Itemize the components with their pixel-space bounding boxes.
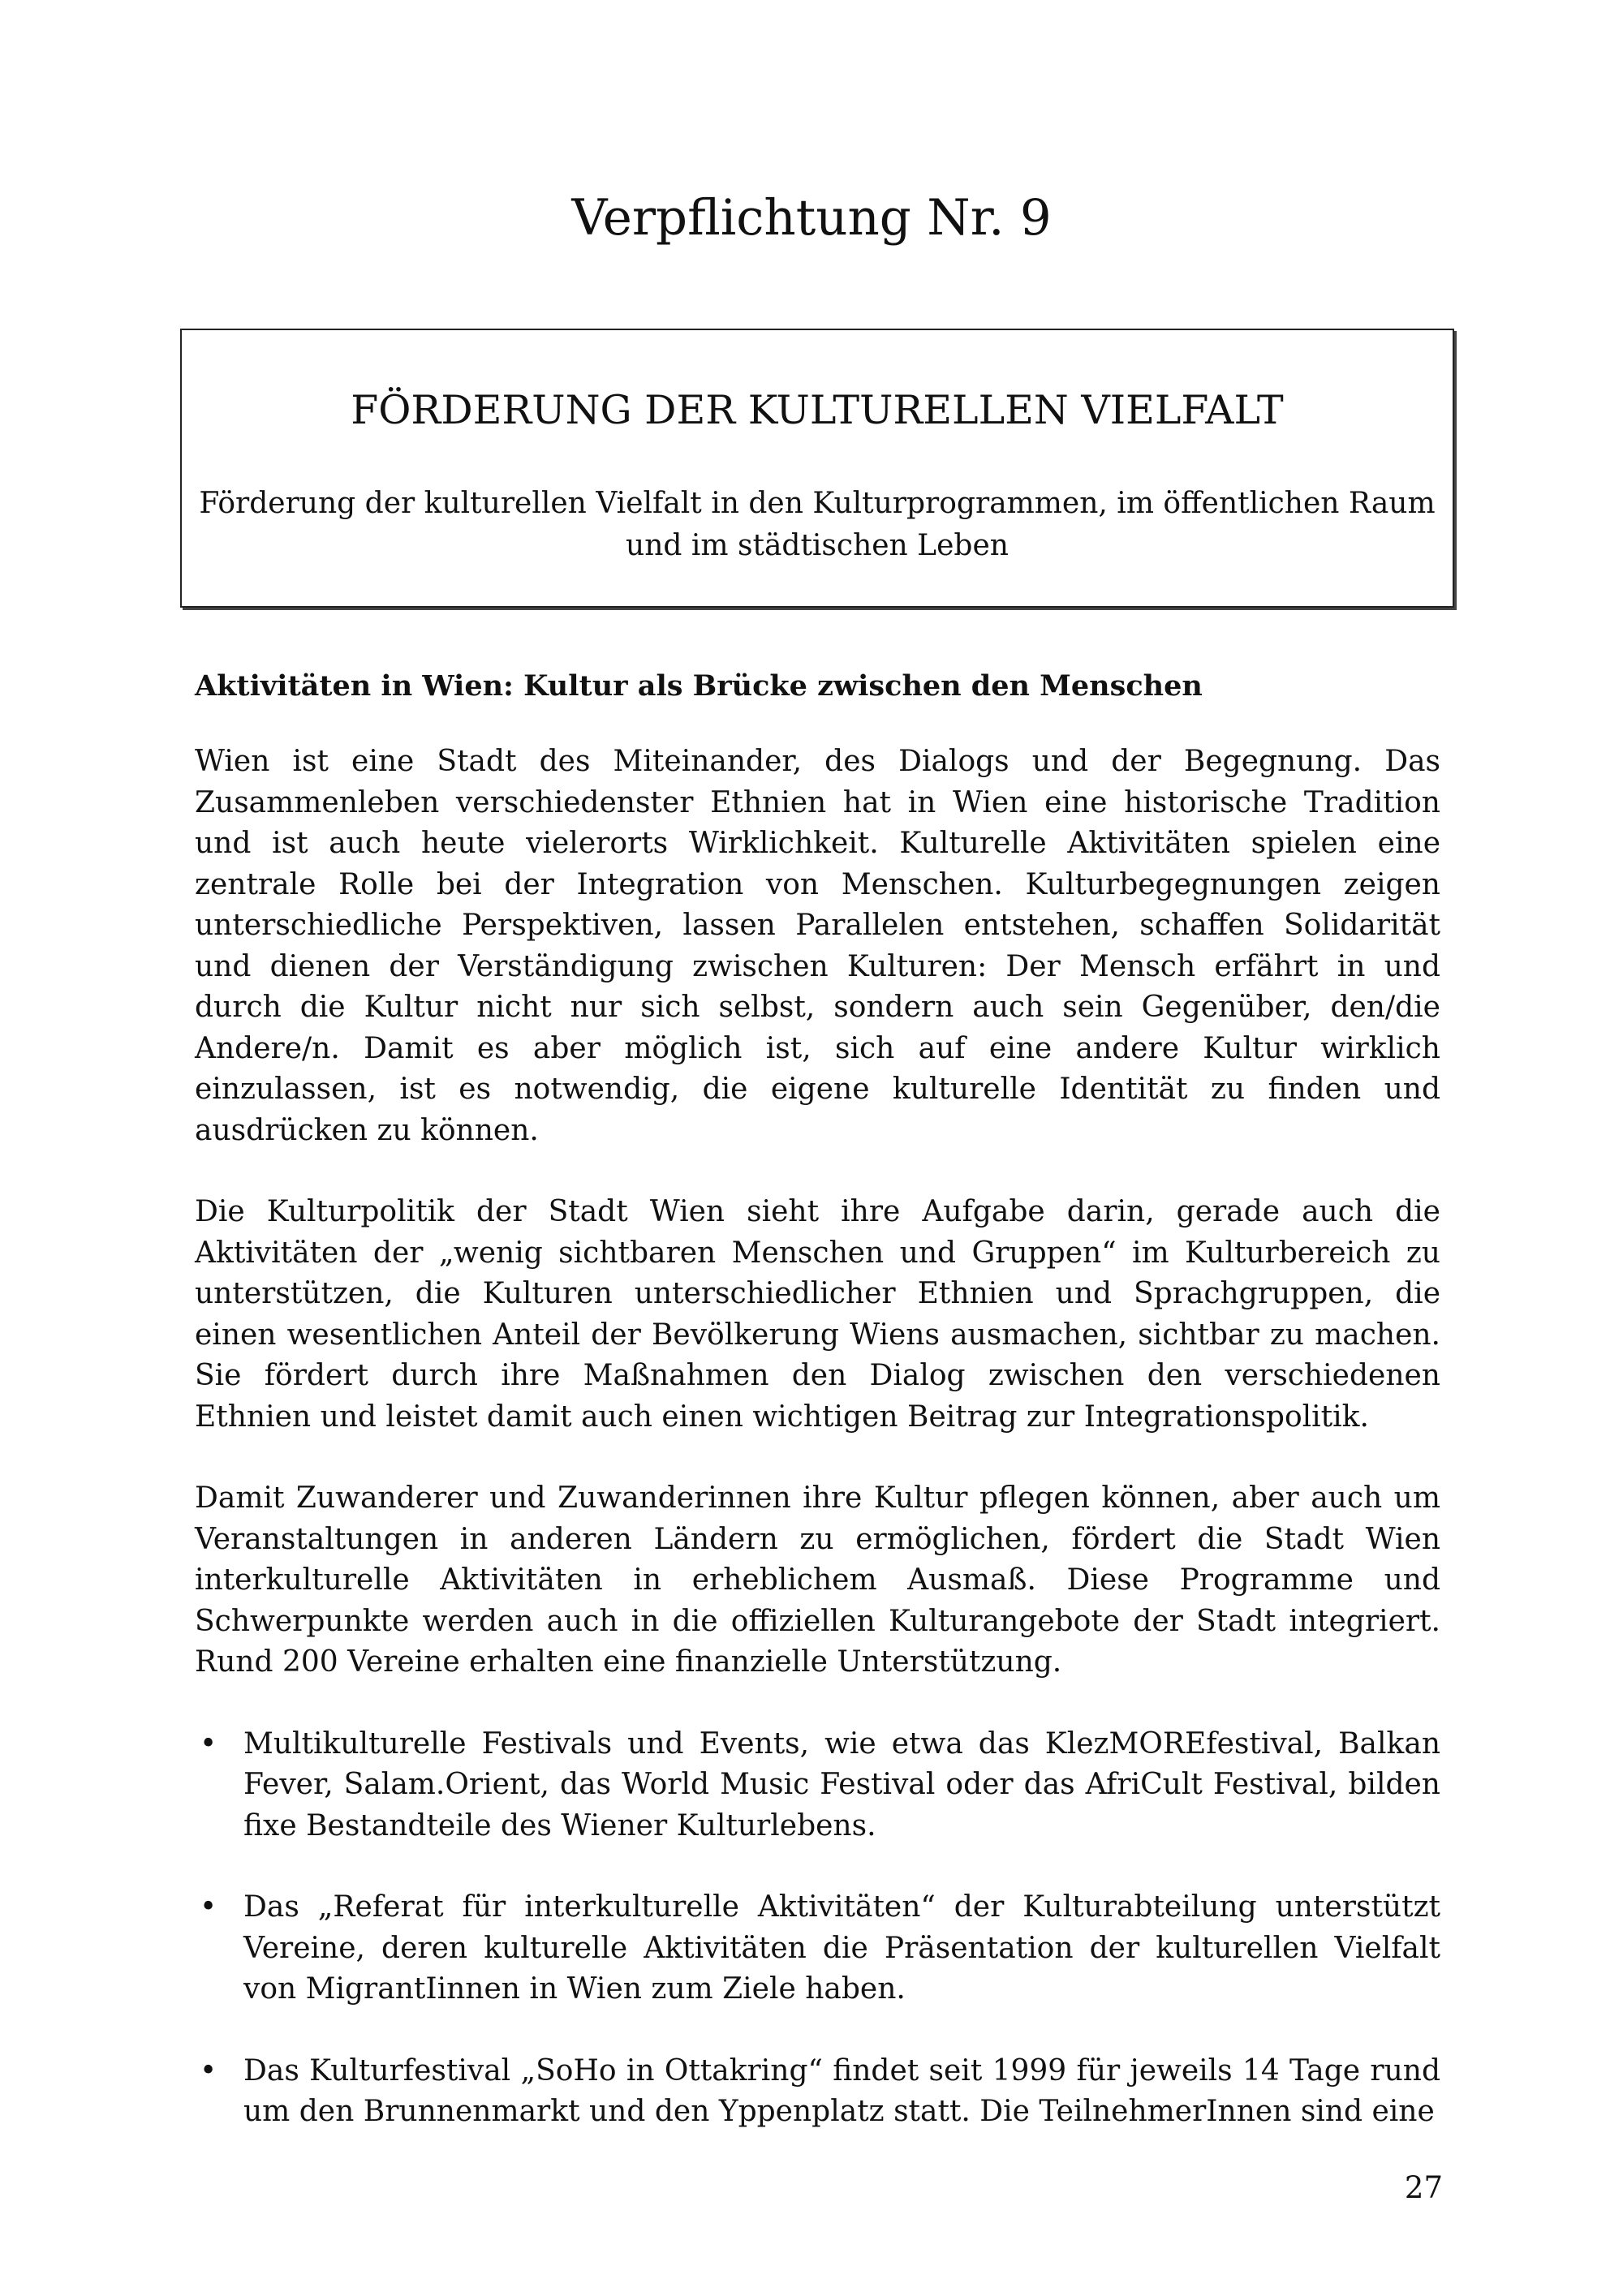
bullet-item — [195, 1887, 1440, 2010]
bullet-text: Multikulturelle Festivals und Events, wie etwa das KlezMOREfestival, Balkan Fever, Salam.Orient, das World Music Festival oder das AfriCult Festival, bilden fixe Bestandteile des Wiener Kulturlebens. — [243, 1726, 1440, 1842]
bullet-icon: • — [200, 1726, 217, 1761]
main-content — [195, 665, 1440, 2173]
bullet-item — [195, 2051, 1440, 2133]
paragraph: Wien ist eine Stadt des Miteinander, des Dialogs und der Begegnung. Das Zusammenleben verschiedenster Ethnien hat in Wien eine historische Tradition und ist auch heute vielerorts Wirklichkeit. Kulturelle Aktivitäten spielen eine zentrale Rolle bei der Integration von Menschen. Kulturbegegnungen zeigen unterschiedliche Perspektiven, lassen Parallelen entstehen, schaffen Solidarität und dienen der Verständigung zwischen Kulturen: Der Mensch erfährt in und durch die Kultur nicht nur sich selbst, sondern auch sein Gegenüber, den/die Andere/n. Damit es aber möglich ist, sich auf eine andere Kultur wirklich einzulassen, ist es notwendig, die eigene kulturelle Identität zu finden und ausdrücken zu können. — [195, 745, 1440, 1147]
bullet-text: Das „Referat für interkulturelle Aktivitäten“ der Kulturabteilung unterstützt Vereine, deren kulturelle Aktivitäten die Präsentation der kulturellen Vielfalt von MigrantIinnen in Wien zum Ziele haben. — [243, 1890, 1440, 2006]
paragraph: Die Kulturpolitik der Stadt Wien sieht ihre Aufgabe darin, gerade auch die Aktivitäten der „wenig sichtbaren Menschen und Gruppen“ im Kulturbereich zu unterstützen, die Kulturen unterschiedlicher Ethnien und Sprachgruppen, die einen wesentlichen Anteil der Bevölkerung Wiens ausmachen, sichtbar zu machen. Sie fördert durch ihre Maßnahmen den Dialog zwischen den verschiedenen Ethnien und leistet damit auch einen wichtigen Beitrag zur Integrationspolitik. — [195, 1195, 1440, 1434]
bullet-icon: • — [200, 1890, 217, 1924]
commitment-box-subtitle: Förderung der kulturellen Vielfalt in den Kulturprogrammen, im öffentlichen Raum und im städtischen Leben — [199, 487, 1436, 562]
page-title: Verpflichtung Nr. 9 — [571, 189, 1052, 247]
bullet-text: Das Kulturfestival „SoHo in Ottakring“ findet seit 1999 für jeweils 14 Tage rund um den Brunnenmarkt und den Yppenplatz statt. Die TeilnehmerInnen sind eine — [243, 2053, 1440, 2128]
bullet-icon: • — [200, 2053, 217, 2087]
paragraph: Damit Zuwanderer und Zuwanderinnen ihre Kultur pflegen können, aber auch um Veranstaltungen in anderen Ländern zu ermöglichen, fördert die Stadt Wien interkulturelle Aktivitäten in erheblichem Ausmaß. Diese Programme und Schwerpunkte werden auch in die offiziellen Kulturangebote der Stadt integriert. Rund 200 Vereine erhalten eine finanzielle Unterstützung. — [195, 1481, 1440, 1679]
bullet-list — [195, 1724, 1440, 2133]
commitment-box-title: FÖRDERUNG DER KULTURELLEN VIELFALT — [351, 387, 1284, 433]
section-heading: Aktivitäten in Wien: Kultur als Brücke zwischen den Menschen — [195, 669, 1203, 703]
bullet-item — [195, 1724, 1440, 1847]
commitment-box — [180, 329, 1454, 608]
page-number: 27 — [1404, 2170, 1443, 2205]
